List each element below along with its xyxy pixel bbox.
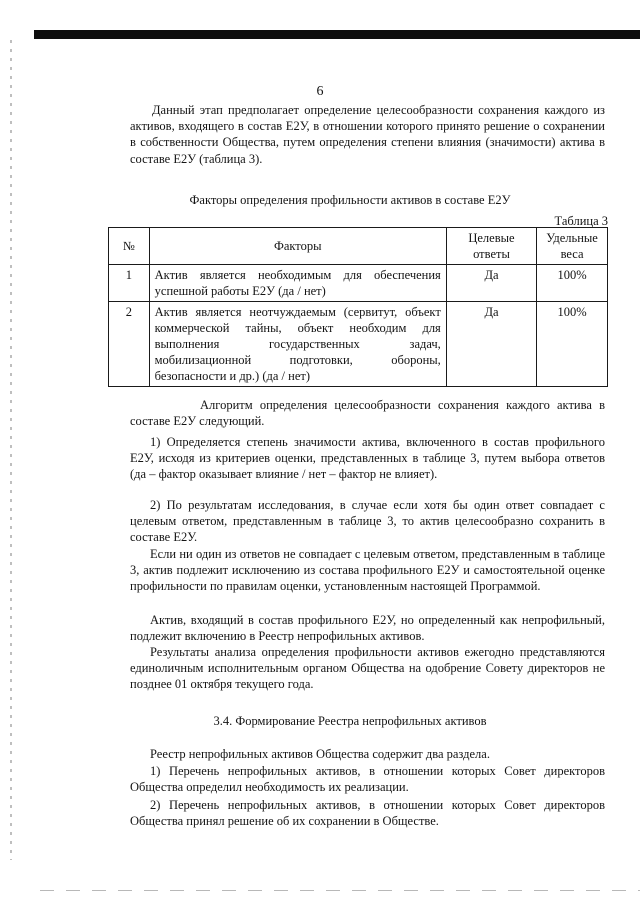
scan-bottom-edge [40, 890, 640, 891]
header-factors: Факторы [149, 228, 446, 265]
row-weight: 100% [537, 302, 608, 387]
row-target: Да [446, 265, 536, 302]
row-factor: Актив является необходимым для обеспечения успешной работы Е2У (да / нет) [149, 265, 446, 302]
table-row [109, 265, 608, 302]
no-match-paragraph: Если ни один из ответов не совпадает с целевым ответом, представленным в таблице 3, актив подлежит исключению из состава профильного Е2У и самостоятельной оценке профильности по правилам оценки, установленным настоящей Программой. [130, 547, 605, 594]
section-title: 3.4. Формирование Реестра непрофильных активов [213, 714, 487, 728]
header-number: № [109, 228, 150, 265]
scan-left-edge [10, 40, 12, 860]
registry-item-1: 1) Перечень непрофильных активов, в отношении которых Совет директоров Общества определил необходимость их реализации. [130, 764, 605, 795]
row-weight: 100% [537, 265, 608, 302]
algorithm-step-2: 2) По результатам исследования, в случае если хотя бы один ответ совпадает с целевым ответом, представленным в таблице 3, то актив целесообразно сохранить в составе Е2У. [130, 498, 605, 545]
table-row [109, 302, 608, 387]
row-number: 2 [109, 302, 150, 387]
page-number: 6 [316, 84, 324, 99]
registry-intro: Реестр непрофильных активов Общества содержит два раздела. [150, 747, 490, 761]
header-target: Целевые ответы [446, 228, 536, 265]
table-title: Факторы определения профильности активов в составе Е2У [189, 193, 511, 207]
nonprofile-paragraph: Актив, входящий в состав профильного Е2У, но определенный как непрофильный, подлежит включению в Реестр непрофильных активов. [130, 613, 605, 644]
row-number: 1 [109, 265, 150, 302]
algorithm-intro: Алгоритм определения целесообразности сохранения каждого актива в составе Е2У следующий. [130, 398, 605, 429]
scan-top-bar [34, 30, 640, 39]
table-header-row [109, 228, 608, 265]
algorithm-step-1: 1) Определяется степень значимости актива, включенного в состав профильного Е2У, исходя из критериев оценки, представленных в таблице 3, путем выбора ответов (да – фактор оказывает влияние / нет – фактор не влияет). [130, 435, 605, 482]
row-target: Да [446, 302, 536, 387]
row-factor: Актив является неотчуждаемым (сервитут, объект коммерческой тайны, объект необходим для выполнения государственных задач, мобилизационной подготовки, обороны, безопасности и др.) (да / нет) [149, 302, 446, 387]
factors-table [108, 227, 608, 387]
results-paragraph: Результаты анализа определения профильности активов ежегодно представляются единоличным исполнительным органом Общества на одобрение Совету директоров не позднее 01 октября текущего года. [130, 645, 605, 692]
registry-item-2: 2) Перечень непрофильных активов, в отношении которых Совет директоров Общества принял решение об их сохранении в Обществе. [130, 798, 605, 829]
intro-paragraph: Данный этап предполагает определение целесообразности сохранения каждого из активов, входящего в состав Е2У, в отношении которого принято решение о сохранении в собственности Общества, путем определения степени влияния (значимости) актива в составе Е2У (таблица 3). [130, 103, 605, 166]
table-caption: Таблица 3 [554, 214, 608, 228]
header-weight: Удельные веса [537, 228, 608, 265]
